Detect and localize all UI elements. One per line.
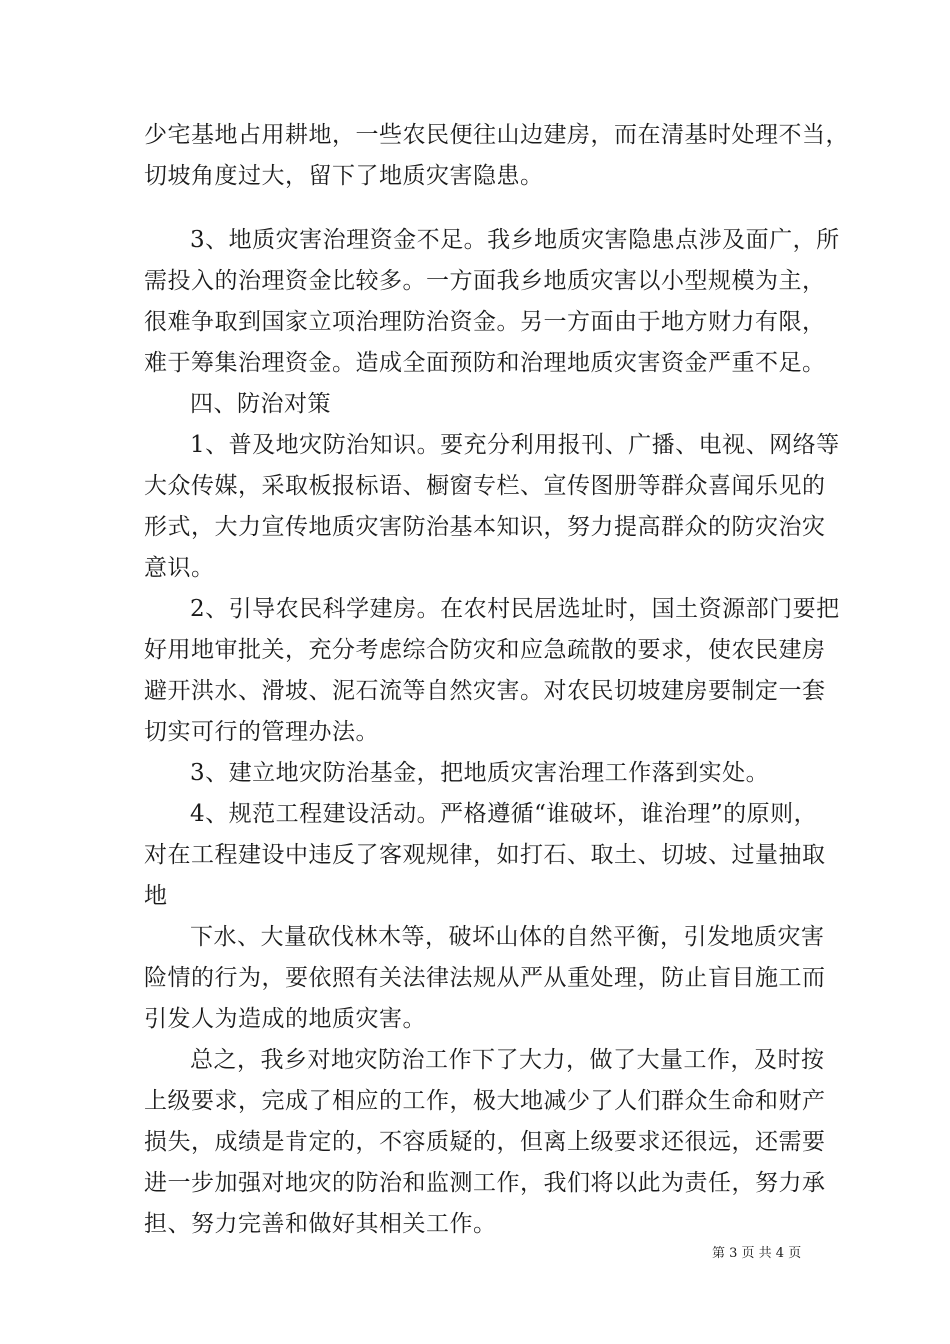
paragraph-start: 3、地质灾害治理资金不足。我乡地质灾害隐患点涉及面广，所 [190, 227, 840, 253]
paragraph-start: 下水、大量砍伐林木等，破坏山体的自然平衡，引发地质灾害 [190, 924, 825, 950]
text-line: 引发人为造成的地质灾害。 [144, 1006, 426, 1032]
text-line: 意识。 [144, 555, 215, 581]
text-line: 形式，大力宣传地质灾害防治基本知识，努力提高群众的防灾治灾 [144, 514, 826, 540]
text-line: 避开洪水、滑坡、泥石流等自然灾害。对农民切坡建房要制定一套 [144, 678, 826, 704]
text-line: 地 [144, 883, 168, 909]
text-line: 担、努力完善和做好其相关工作。 [144, 1211, 497, 1237]
text-line: 切实可行的管理办法。 [144, 719, 379, 745]
paragraph-start: 3、建立地灾防治基金，把地质灾害治理工作落到实处。 [190, 760, 770, 786]
text-line: 少宅基地占用耕地，一些农民便往山边建房，而在清基时处理不当， [144, 122, 849, 148]
text-line: 对在工程建设中违反了客观规律，如打石、取土、切坡、过量抽取 [144, 842, 826, 868]
text-line: 切坡角度过大，留下了地质灾害隐患。 [144, 163, 544, 189]
paragraph-start: 1、普及地灾防治知识。要充分利用报刊、广播、电视、网络等 [190, 432, 840, 458]
paragraph-start: 2、引导农民科学建房。在农村民居选址时，国土资源部门要把 [190, 596, 840, 622]
text-line: 很难争取到国家立项治理防治资金。另一方面由于地方财力有限， [144, 309, 826, 335]
text-line: 进一步加强对地灾的防治和监测工作，我们将以此为责任，努力承 [144, 1170, 826, 1196]
text-line: 好用地审批关，充分考虑综合防灾和应急疏散的要求，使农民建房 [144, 637, 826, 663]
page-number: 第 3 页 共 4 页 [712, 1246, 802, 1261]
text-line: 大众传媒，采取板报标语、橱窗专栏、宣传图册等群众喜闻乐见的 [144, 473, 826, 499]
section-heading: 四、防治对策 [190, 391, 331, 417]
text-line: 上级要求，完成了相应的工作，极大地减少了人们群众生命和财产 [144, 1088, 826, 1114]
text-line: 险情的行为，要依照有关法律法规从严从重处理，防止盲目施工而 [144, 965, 826, 991]
text-line: 损失，成绩是肯定的，不容质疑的，但离上级要求还很远，还需要 [144, 1129, 826, 1155]
paragraph-start: 4、规范工程建设活动。严格遵循“谁破坏，谁治理”的原则， [190, 801, 818, 827]
text-line: 需投入的治理资金比较多。一方面我乡地质灾害以小型规模为主， [144, 268, 826, 294]
paragraph-start: 总之，我乡对地灾防治工作下了大力，做了大量工作，及时按 [190, 1047, 825, 1073]
text-line: 难于筹集治理资金。造成全面预防和治理地质灾害资金严重不足。 [144, 350, 826, 376]
